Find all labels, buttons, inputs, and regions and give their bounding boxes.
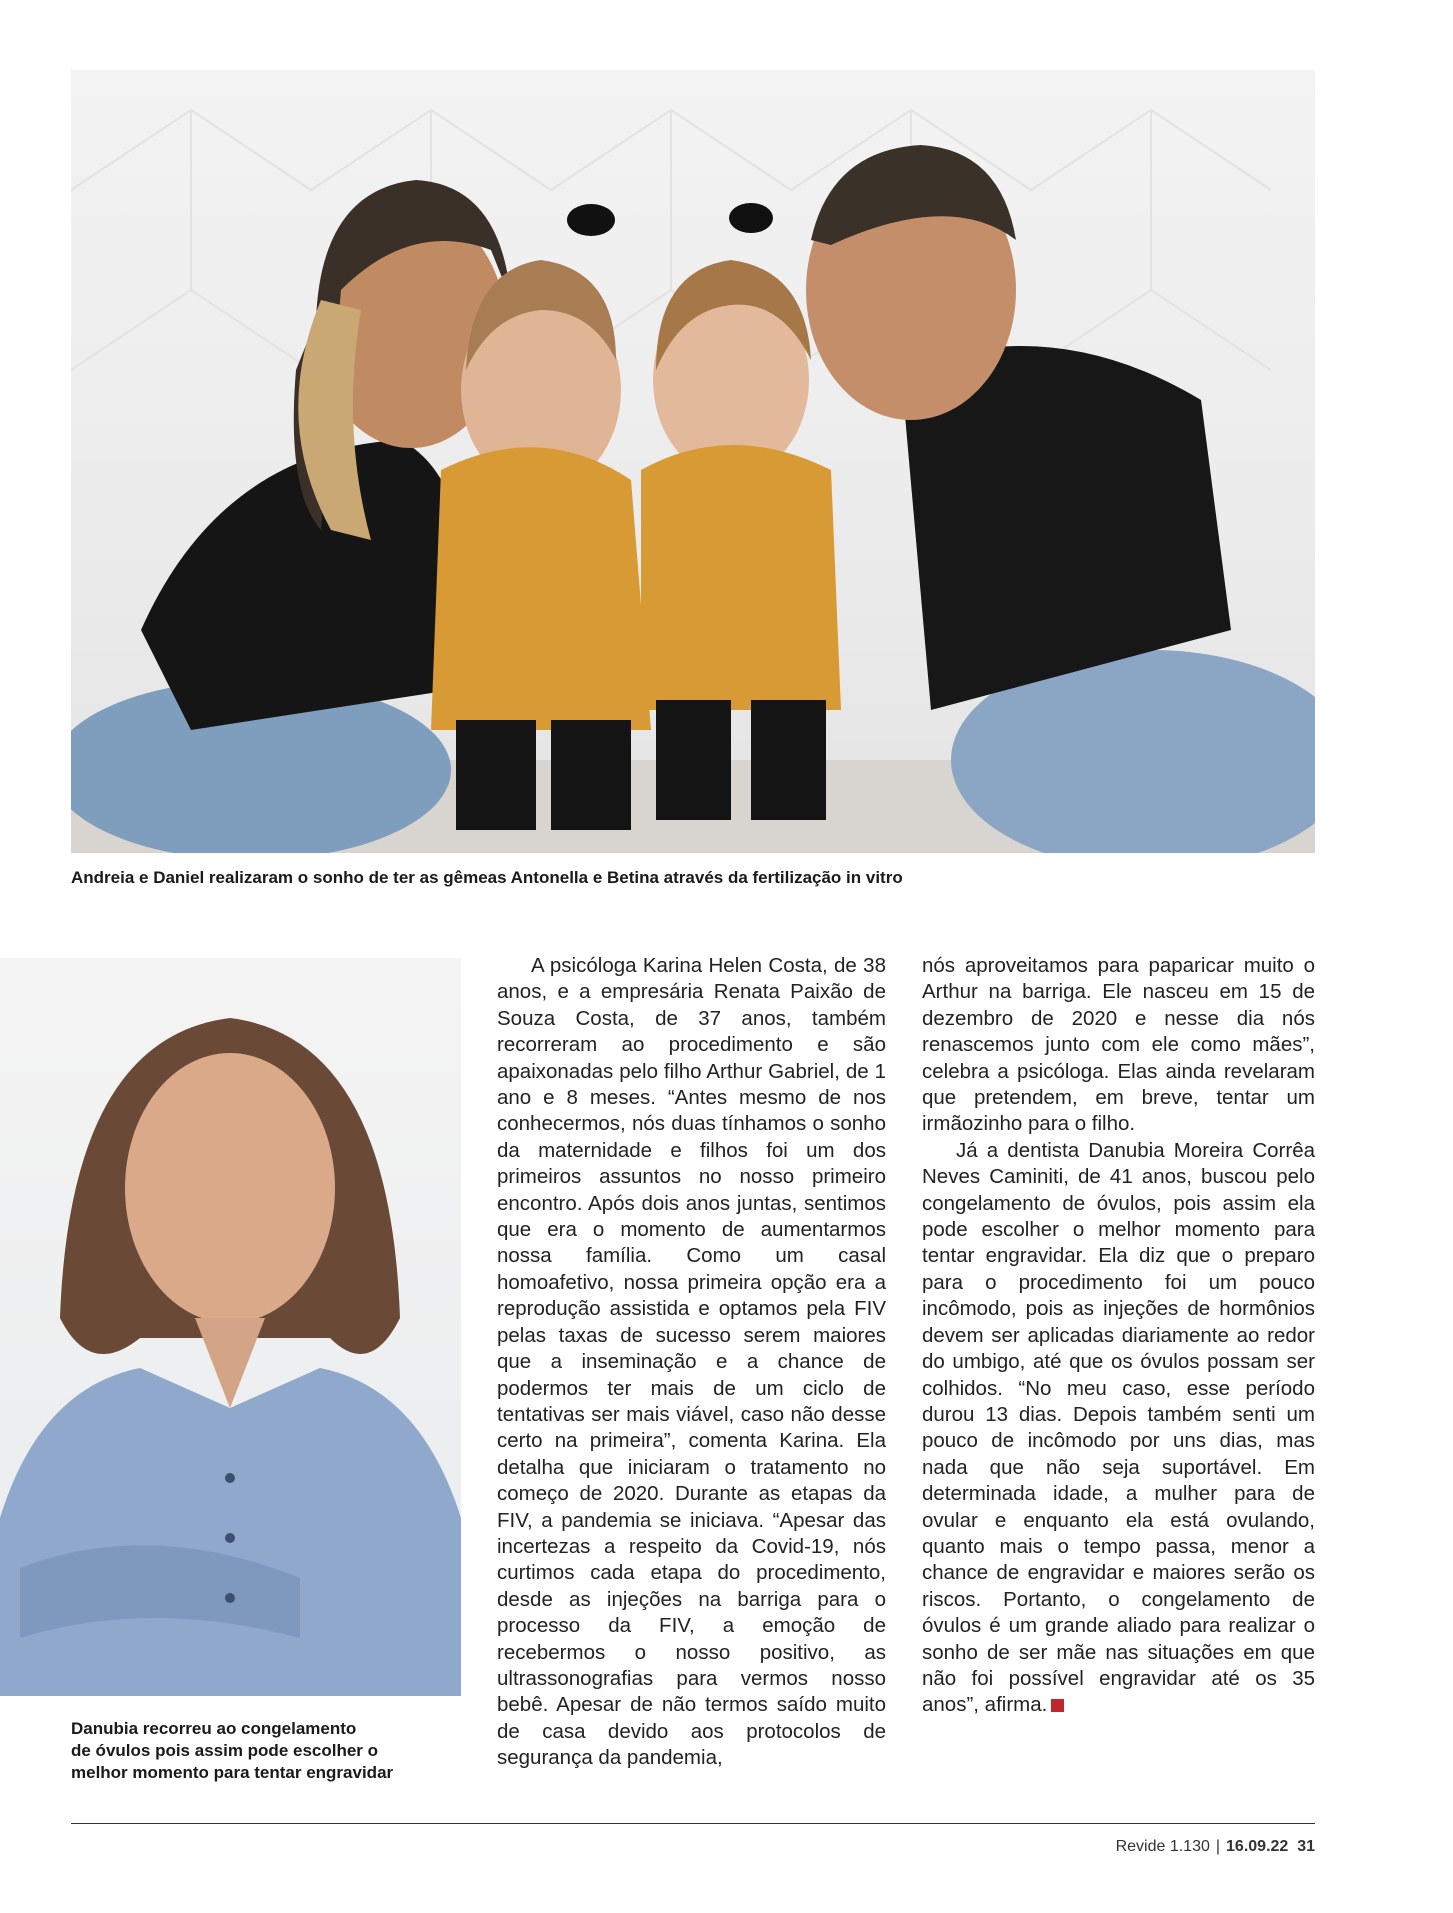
footer-separator: | [1215,1838,1221,1855]
portrait-photo [0,958,461,1696]
portrait-caption-line-1: Danubia recorreu ao congelamento [71,1719,357,1738]
article-column-2 [922,953,1315,1719]
article-column-1 [497,953,886,1772]
portrait-photo-illustration [0,958,461,1696]
page-number: 31 [1297,1838,1315,1855]
family-photo [71,70,1315,853]
portrait-caption-line-2: de óvulos pois assim pode escolher o [71,1741,379,1760]
family-photo-illustration [71,70,1315,853]
end-of-article-icon: R [1051,1699,1064,1712]
article-paragraph-2 [922,1138,1315,1719]
footer-magazine: Revide 1.130 [1115,1838,1210,1855]
article-paragraph-2-text: Já a dentista Danubia Moreira Corrêa Neves Caminiti, de 41 anos, buscou pelo congelamento de óvulos, pois assim ela pode escolher o melhor momento para tentar engravidar. Ela diz que o preparo para o procedimento foi um pouco incômodo, pois as injeções de hormônios devem ser aplicadas diariamente ao redor do umbigo, até que os óvulos possam ser colhidos. “No meu caso, esse período durou 13 dias. Depois também senti um pouco de incômodo por uns dias, mas nada que não seja suportável. Em determinada idade, a mulher para de ovular e enquanto ela está ovulando, quanto mais o tempo passa, menor a chance de engravidar e maiores serão os riscos. Portanto, o congelamento de óvulos é um grande aliado para realizar o sonho de ser mãe nas situações em que não foi possível engravidar até os 35 anos”, afirma. [922,1138,1315,1717]
footer-divider [71,1823,1315,1824]
portrait-caption-line-3: melhor momento para tentar engravidar [71,1763,394,1782]
article-paragraph-1-continued: nós aproveitamos para paparicar muito o Arthur na barriga. Ele nasceu em 15 de dezembro de 2020 e nesse dia nós renascemos junto com ele como mães”, celebra a psicóloga. Elas ainda revelaram que pretendem, em breve, tentar um irmãozinho para o filho. [922,954,1315,1136]
family-photo-caption: Andreia e Daniel realizaram o sonho de ter as gêmeas Antonella e Betina através da fertilização in vitro [71,868,903,887]
footer-date: 16.09.22 [1226,1838,1289,1855]
article-paragraph-1: A psicóloga Karina Helen Costa, de 38 anos, e a empresária Renata Paixão de Souza Costa, de 37 anos, também recorreram ao procedimento e são apaixonadas pelo filho Arthur Gabriel, de 1 ano e 8 meses. “Antes mesmo de nos conhecermos, nós duas tínhamos o sonho da maternidade e filhos foi um dos primeiros assuntos no nosso primeiro encontro. Após dois anos juntas, sentimos que era o momento de aumentarmos nossa família. Como um casal homoafetivo, nossa primeira opção era a reprodução assistida e optamos pela FIV pelas taxas de sucesso serem maiores que a inseminação e a chance de podermos ter mais de um ciclo de tentativas ser mais viável, caso não desse certo na primeira”, comenta Karina. Ela detalha que iniciaram o tratamento no começo de 2020. Durante as etapas da FIV, a pandemia se iniciava. “Apesar das incertezas a respeito da Covid-19, nós curtimos cada etapa do procedimento, desde as injeções na barriga para o processo da FIV, a emoção de recebermos o nosso positivo, as ultrassonografias para vermos nosso bebê. Apesar de não termos saído muito de casa devido aos protocolos de segurança da pandemia, [497,954,886,1770]
portrait-photo-caption [71,1718,451,1784]
page-footer [1116,1838,1315,1856]
